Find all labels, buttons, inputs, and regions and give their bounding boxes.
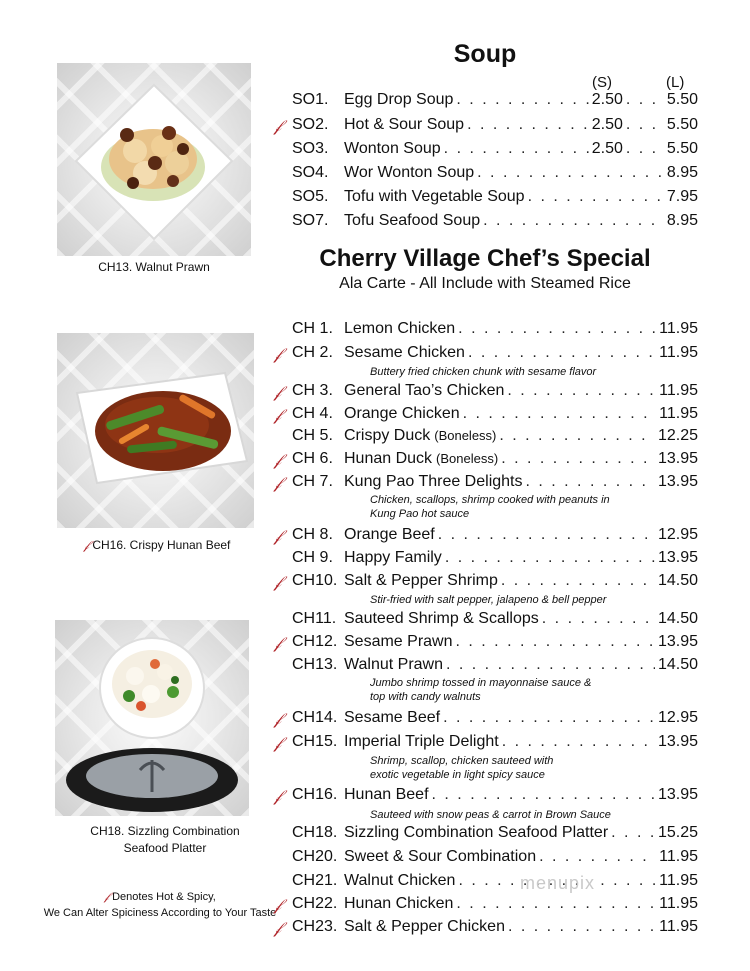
item-price: 14.50: [657, 572, 698, 589]
leader-dots: [456, 633, 655, 651]
spicy-legend: [40, 889, 280, 921]
item-price: 13.95: [657, 633, 698, 650]
leader-dots: [463, 405, 657, 423]
item-code: SO2.: [292, 116, 329, 133]
leader-dots: [501, 450, 655, 468]
leader-dots: [477, 164, 664, 182]
leader-dots: [467, 116, 589, 134]
chili-icon: 𝒻: [274, 473, 282, 492]
walnut-prawn-photo: [57, 63, 251, 256]
item-name: Lemon Chicken: [344, 320, 456, 337]
special-title: Cherry Village Chef’s Special: [319, 245, 651, 272]
item-code: CH13.: [292, 656, 338, 673]
leader-dots: [507, 382, 656, 400]
item-name: Salt & Pepper Chicken: [344, 918, 505, 935]
item-description: Stir-fried with salt pepper, jalapeno & bell pepper: [370, 594, 607, 606]
item-name: Orange Beef: [344, 526, 435, 543]
item-price: 11.95: [659, 848, 698, 865]
leader-dots: [456, 895, 656, 913]
item-description: Buttery fried chicken chunk with sesame flavor: [370, 366, 597, 378]
item-price: 8.95: [666, 164, 698, 181]
leader-dots: [468, 344, 656, 362]
item-code: CH 1.: [292, 320, 333, 337]
special-item: [274, 344, 698, 366]
special-item: [274, 786, 698, 808]
item-price: 11.95: [659, 320, 698, 337]
item-name: Sweet & Sour Combination: [344, 848, 537, 865]
legend-line1: Denotes Hot & Spicy,: [112, 891, 216, 903]
item-price-small: 2.50: [591, 140, 623, 157]
item-code: CH18.: [292, 824, 338, 841]
item-price: 13.95: [657, 786, 698, 803]
chili-icon: 𝒻: [274, 450, 282, 469]
item-code: CH 9.: [292, 549, 333, 566]
item-name: Kung Pao Three Delights: [344, 473, 523, 490]
chili-icon: 𝒻: [274, 918, 282, 937]
chili-icon: 𝒻: [274, 116, 282, 135]
leader-dots: [611, 824, 655, 842]
special-item: [274, 918, 698, 940]
leader-dots: [525, 473, 654, 491]
desc-line: Shrimp, scallop, chicken sauteed with: [370, 755, 554, 767]
leader-dots: [483, 212, 664, 230]
special-item: [292, 610, 698, 632]
special-item: [274, 895, 698, 917]
soup-item: [292, 212, 698, 234]
item-price: 12.95: [657, 526, 698, 543]
soup-item: [292, 164, 698, 186]
size-large-header: (L): [666, 74, 685, 91]
chili-icon: 𝒻: [104, 890, 110, 903]
item-name: Salt & Pepper Shrimp: [344, 572, 498, 589]
soup-item: [292, 188, 698, 210]
chili-icon: 𝒻: [274, 572, 282, 591]
item-code: SO5.: [292, 188, 329, 205]
leader-dots: [443, 709, 655, 727]
chili-icon: 𝒻: [274, 633, 282, 652]
chili-icon: 𝒻: [274, 709, 282, 728]
item-price: 11.95: [659, 895, 698, 912]
item-description: [370, 754, 553, 782]
special-item: [292, 549, 698, 571]
soup-item: [292, 91, 698, 113]
item-price: 13.95: [657, 450, 698, 467]
item-price: 13.95: [657, 549, 698, 566]
item-price: 11.95: [659, 344, 698, 361]
chili-icon: 𝒻: [274, 344, 282, 363]
item-code: CH 8.: [292, 526, 333, 543]
chili-icon: 𝒻: [274, 895, 282, 914]
item-name: Walnut Chicken: [344, 872, 456, 889]
item-code: CH21.: [292, 872, 338, 889]
leader-dots: [539, 848, 656, 866]
desc-line: exotic vegetable in light spicy sauce: [370, 769, 545, 781]
item-name: Sizzling Combination Seafood Platter: [344, 824, 609, 841]
item-code: CH 4.: [292, 405, 333, 422]
chili-icon: 𝒻: [274, 733, 282, 752]
desc-line: Jumbo shrimp tossed in mayonnaise sauce &: [370, 677, 592, 689]
item-name: Walnut Prawn: [344, 656, 443, 673]
item-price: 12.95: [657, 709, 698, 726]
item-code: SO4.: [292, 164, 329, 181]
leader-dots: [446, 656, 655, 674]
item-code: CH 6.: [292, 450, 333, 467]
sizzling-platter-photo: [55, 620, 249, 816]
item-price: 11.95: [659, 382, 698, 399]
item-code: CH12.: [292, 633, 338, 650]
leader-dots: [444, 140, 589, 158]
item-name: Sauteed Shrimp & Scallops: [344, 610, 539, 627]
leader-dots: [445, 549, 655, 567]
item-description: [370, 493, 610, 521]
item-code: CH22.: [292, 895, 338, 912]
item-name: Egg Drop Soup: [344, 91, 454, 108]
item-code: SO3.: [292, 140, 329, 157]
item-name: Sesame Prawn: [344, 633, 453, 650]
chili-icon: 𝒻: [274, 786, 282, 805]
item-name: Tofu with Vegetable Soup: [344, 188, 525, 205]
item-description: Sauteed with snow peas & carrot in Brown Sauce: [370, 809, 611, 821]
sizzling-platter-caption: [55, 823, 275, 857]
item-name: Imperial Triple Delight: [344, 733, 499, 750]
item-code: SO7.: [292, 212, 329, 229]
legend-line2: We Can Alter Spiciness According to Your Taste: [43, 907, 277, 919]
item-price: 11.95: [659, 405, 698, 422]
chili-icon: 𝒻: [83, 538, 89, 552]
item-description: [370, 676, 591, 704]
desc-line: Chicken, scallops, shrimp cooked with peanuts in: [370, 494, 610, 506]
leader-dots: [528, 188, 664, 206]
leader-dots: [432, 786, 655, 804]
special-item: [292, 824, 698, 846]
special-item: [274, 572, 698, 594]
hunan-beef-photo: [57, 333, 254, 528]
special-item: [274, 473, 698, 495]
special-item: [292, 848, 698, 870]
special-item: [274, 526, 698, 548]
item-name: Happy Family: [344, 549, 442, 566]
soup-item: [292, 140, 698, 162]
leader-dots: [626, 91, 664, 109]
item-code: CH 5.: [292, 427, 333, 444]
chili-icon: 𝒻: [274, 382, 282, 401]
item-price: 14.50: [657, 610, 698, 627]
item-price-small: 2.50: [591, 91, 623, 108]
leader-dots: [542, 610, 655, 628]
leader-dots: [626, 116, 664, 134]
item-name: Tofu Seafood Soup: [344, 212, 481, 229]
special-item: [292, 872, 698, 894]
item-code: CH 3.: [292, 382, 333, 399]
leader-dots: [438, 526, 655, 544]
item-name: Hot & Sour Soup: [344, 116, 465, 133]
item-code: CH20.: [292, 848, 338, 865]
hunan-beef-caption: [57, 537, 257, 554]
item-name: Hunan Duck: [344, 450, 433, 467]
item-name: Hunan Chicken: [344, 895, 454, 912]
item-price: 13.95: [657, 733, 698, 750]
walnut-prawn-caption: CH13. Walnut Prawn: [98, 260, 210, 274]
leader-dots: [499, 427, 655, 445]
special-item: [274, 450, 698, 472]
item-note: (Boneless): [434, 428, 497, 443]
item-code: CH23.: [292, 918, 338, 935]
item-price: 11.95: [659, 872, 698, 889]
item-code: CH15.: [292, 733, 338, 750]
leader-dots: [501, 572, 655, 590]
item-name: General Tao’s Chicken: [344, 382, 505, 399]
special-item: [274, 382, 698, 404]
item-price: 7.95: [666, 188, 698, 205]
item-price-small: 2.50: [591, 116, 623, 133]
item-name: Wonton Soup: [344, 140, 441, 157]
special-item: [274, 405, 698, 427]
leader-dots: [458, 320, 656, 338]
chili-icon: 𝒻: [274, 526, 282, 545]
leader-dots: [508, 918, 656, 936]
sizzling-caption-line1: CH18. Sizzling Combination: [90, 824, 240, 838]
size-small-header: (S): [592, 74, 612, 91]
soup-item: [274, 116, 698, 138]
item-price: 14.50: [657, 656, 698, 673]
item-price: 13.95: [657, 473, 698, 490]
item-code: CH16.: [292, 786, 338, 803]
soup-title: Soup: [453, 40, 517, 68]
hunan-beef-caption-text: CH16. Crispy Hunan Beef: [92, 538, 231, 552]
special-item: [292, 320, 698, 342]
special-item: [274, 633, 698, 655]
item-code: CH10.: [292, 572, 338, 589]
leader-dots: [456, 91, 588, 109]
item-price-large: 5.50: [666, 91, 698, 108]
item-name: Sesame Beef: [344, 709, 441, 726]
item-price: 15.25: [657, 824, 698, 841]
item-name: Wor Wonton Soup: [344, 164, 475, 181]
desc-line: top with candy walnuts: [370, 691, 481, 703]
desc-line: Kung Pao hot sauce: [370, 508, 470, 520]
special-item: [292, 656, 698, 678]
item-code: CH 7.: [292, 473, 333, 490]
sizzling-caption-line2: Seafood Platter: [123, 841, 207, 855]
special-item: [274, 709, 698, 731]
item-name: Hunan Beef: [344, 786, 429, 803]
watermark: menupix: [520, 873, 596, 893]
item-code: CH 2.: [292, 344, 333, 361]
leader-dots: [626, 140, 664, 158]
item-note: (Boneless): [436, 451, 499, 466]
item-code: CH11.: [292, 610, 337, 627]
item-name: Sesame Chicken: [344, 344, 465, 361]
item-price-large: 5.50: [666, 140, 698, 157]
item-price-large: 5.50: [666, 116, 698, 133]
item-name: Orange Chicken: [344, 405, 460, 422]
item-code: SO1.: [292, 91, 329, 108]
item-price: 11.95: [659, 918, 698, 935]
leader-dots: [502, 733, 655, 751]
special-item: [274, 733, 698, 755]
item-price: 8.95: [666, 212, 698, 229]
special-item: [292, 427, 698, 449]
chili-icon: 𝒻: [274, 405, 282, 424]
item-name: Crispy Duck: [344, 427, 431, 444]
item-code: CH14.: [292, 709, 338, 726]
item-price: 12.25: [657, 427, 698, 444]
special-subtitle: Ala Carte - All Include with Steamed Rice: [339, 275, 631, 292]
